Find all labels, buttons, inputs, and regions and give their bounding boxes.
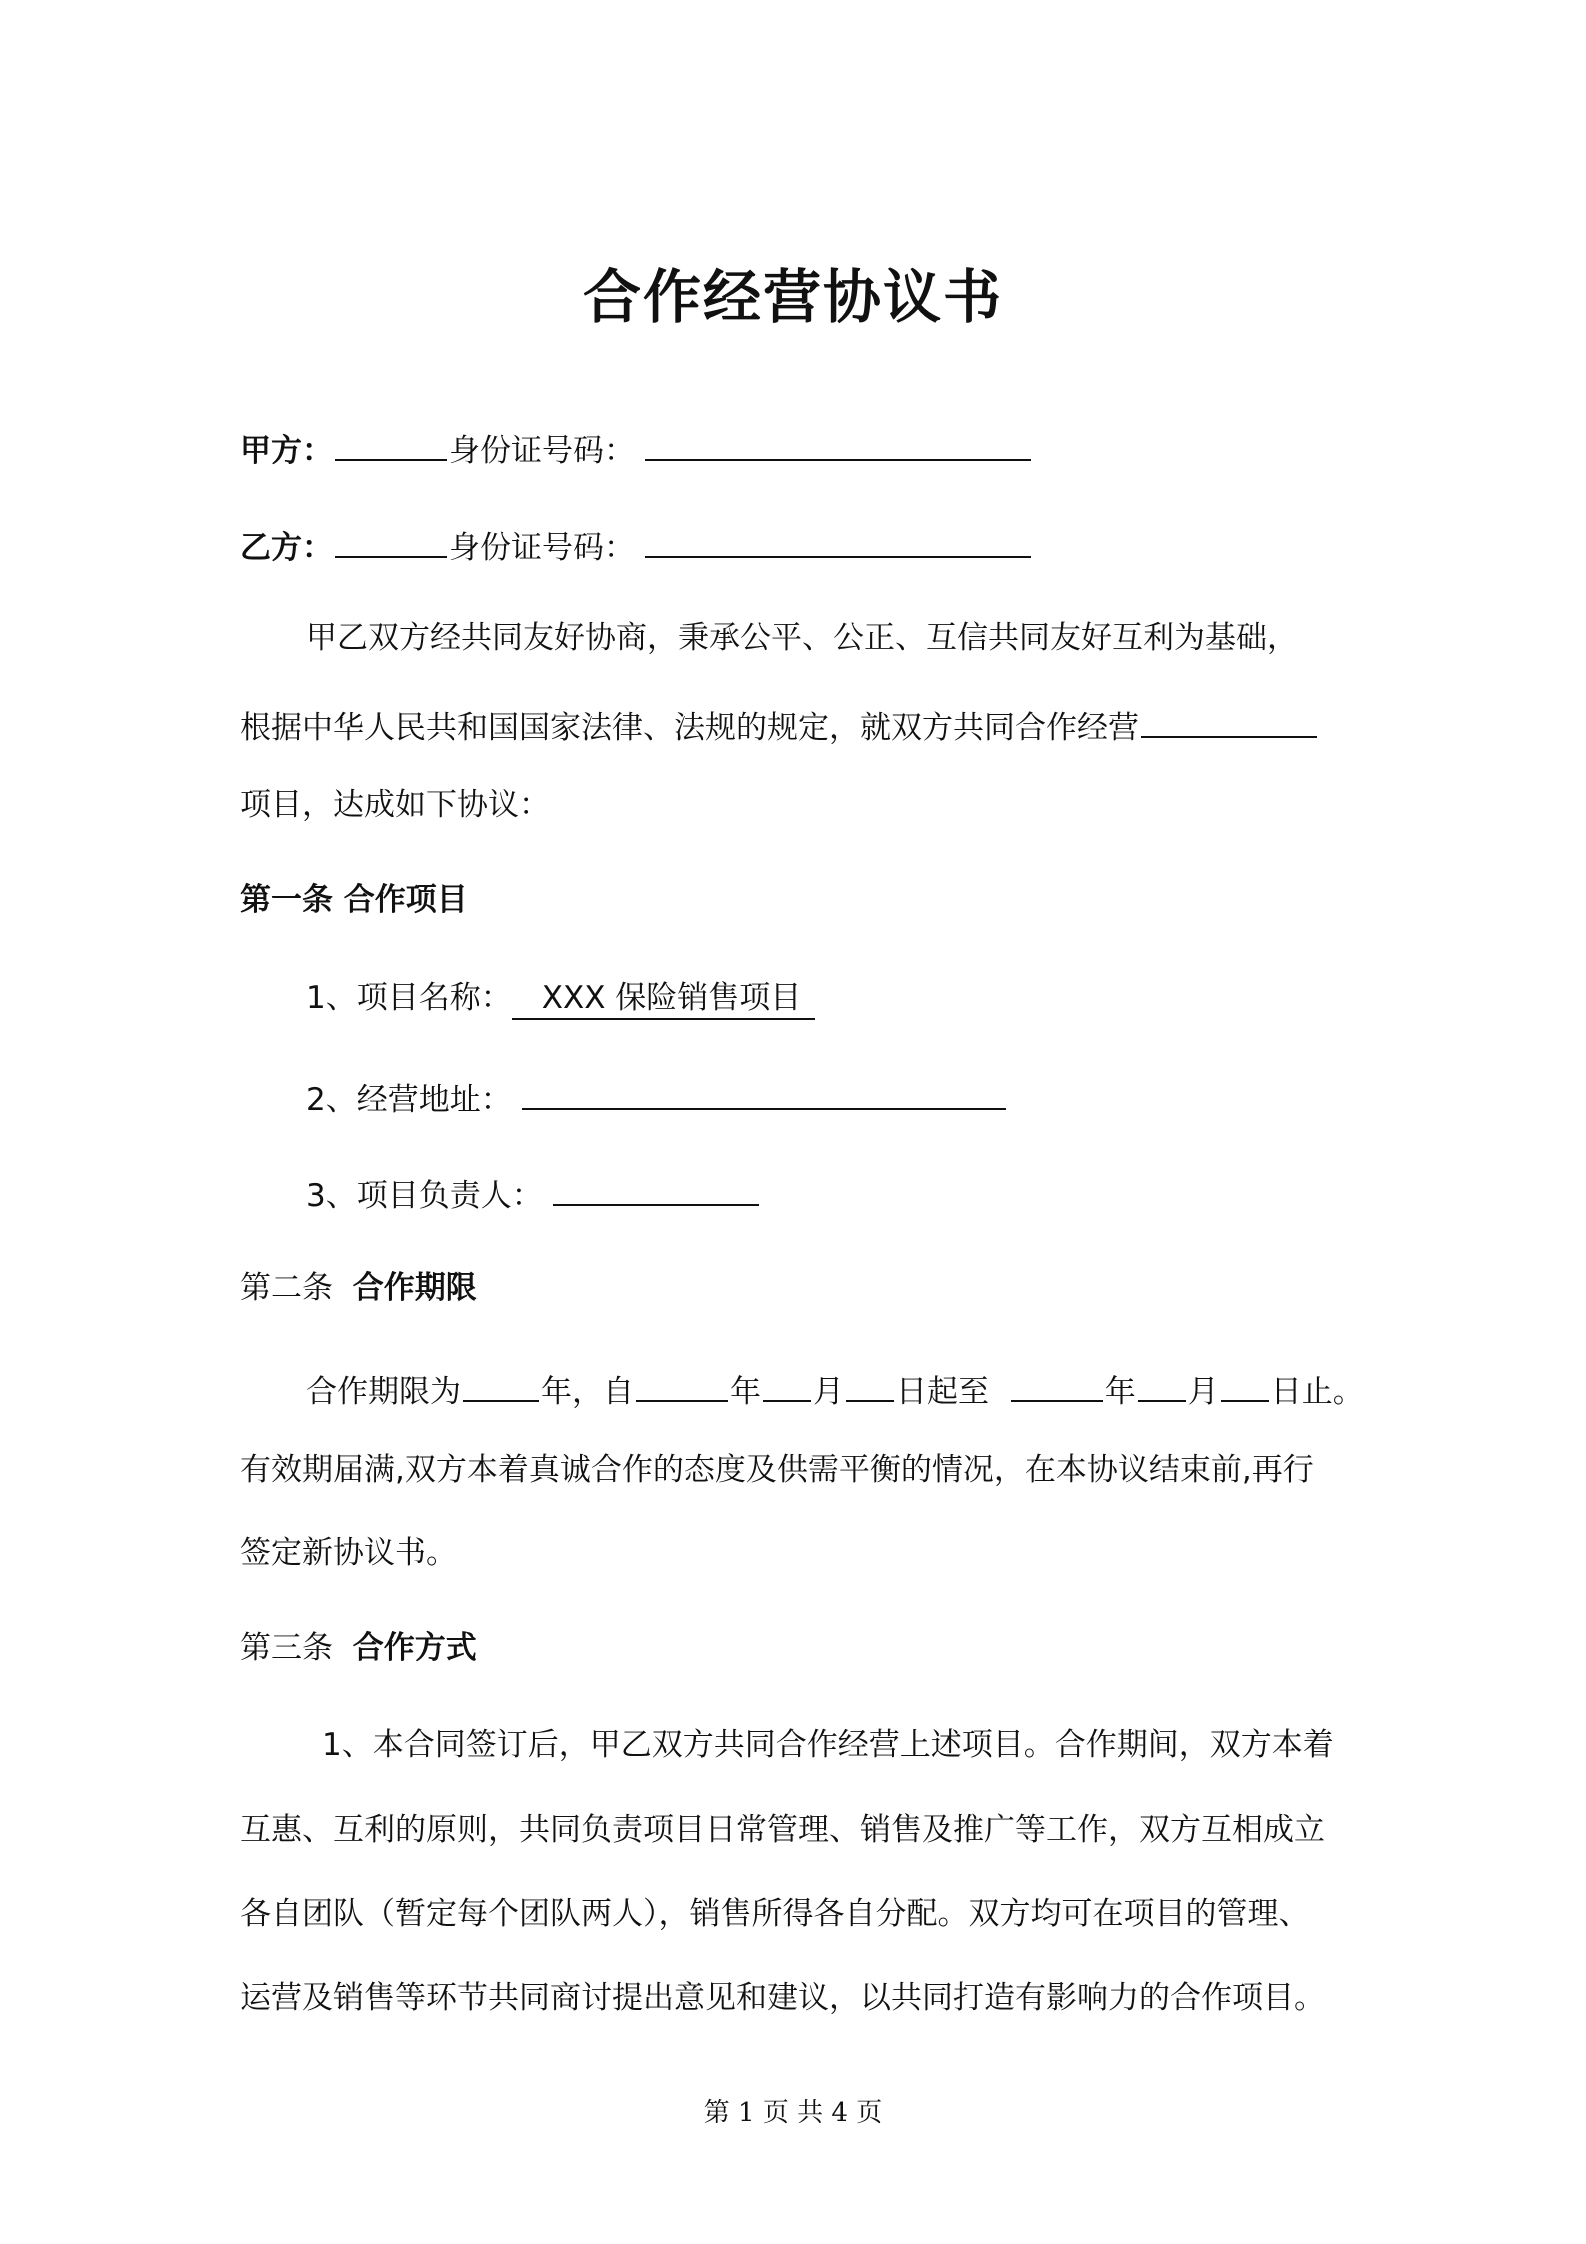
article-2-line-1 <box>240 1366 1426 1412</box>
end-month-blank <box>1138 1366 1186 1402</box>
article-2-title: 合作期限 <box>352 1270 477 1306</box>
term-text-d: 月 <box>813 1374 844 1410</box>
article-2-number: 第二条 <box>240 1270 333 1306</box>
term-text-c: 年 <box>730 1374 761 1410</box>
article-3-line-2: 互惠、互利的原则，共同负责项目日常管理、销售及推广等工作，双方互相成立 <box>240 1812 1325 1848</box>
party-b-id-blank <box>645 522 1031 558</box>
intro-line-1: 甲乙双方经共同友好协商，秉承公平、公正、互信共同友好互利为基础， <box>306 620 1298 656</box>
article-1-item-3 <box>240 1170 1426 1216</box>
intro-line-2 <box>240 702 1360 748</box>
item-1-label: 1、项目名称： <box>306 980 512 1016</box>
article-3-title: 合作方式 <box>352 1630 477 1666</box>
party-b-label: 乙方： <box>240 530 333 566</box>
article-1-item-2 <box>240 1074 1426 1120</box>
party-a-name-blank <box>335 425 447 461</box>
intro-line-2-text: 根据中华人民共和国国家法律、法规的规定，就双方共同合作经营 <box>240 710 1139 746</box>
article-2-heading <box>240 1268 1360 1308</box>
intro-line-3: 项目，达成如下协议： <box>240 787 550 823</box>
article-3-heading <box>240 1628 1360 1668</box>
party-a-id-blank <box>645 425 1031 461</box>
party-a-id-label: 身份证号码： <box>449 433 635 469</box>
term-years-blank <box>463 1366 539 1402</box>
party-a-label: 甲方： <box>240 433 333 469</box>
article-1-item-1 <box>240 978 1426 1020</box>
item-2-label: 2、经营地址： <box>306 1082 512 1118</box>
article-2-line-2: 有效期届满,双方本着真诚合作的态度及供需平衡的情况，在本协议结束前,再行 <box>240 1452 1314 1488</box>
page-number-footer: 第 1 页 共 4 页 <box>703 2098 883 2128</box>
start-year-blank <box>636 1366 728 1402</box>
article-2-line-3: 签定新协议书。 <box>240 1535 457 1571</box>
document-title: 合作经营协议书 <box>582 263 1003 331</box>
term-text-b: 年，自 <box>541 1374 634 1410</box>
party-a-row <box>240 425 1360 471</box>
address-blank <box>522 1074 1006 1110</box>
project-blank <box>1141 702 1317 738</box>
end-year-blank <box>1011 1366 1103 1402</box>
article-3-line-4: 运营及销售等环节共同商讨提出意见和建议，以共同打造有影响力的合作项目。 <box>240 1980 1325 2016</box>
start-day-blank <box>846 1366 894 1402</box>
project-name-value: XXX 保险销售项目 <box>512 978 816 1020</box>
term-text-a: 合作期限为 <box>306 1374 461 1410</box>
end-day-blank <box>1221 1366 1269 1402</box>
term-text-g: 月 <box>1187 1374 1219 1410</box>
term-text-h: 日止。 <box>1270 1374 1364 1410</box>
party-b-name-blank <box>335 522 447 558</box>
term-text-e: 日起至 <box>896 1374 989 1410</box>
party-b-row <box>240 522 1360 568</box>
article-1-heading: 第一条 合作项目 <box>240 882 468 918</box>
responsible-blank <box>553 1170 759 1206</box>
article-3-number: 第三条 <box>240 1630 333 1666</box>
party-b-id-label: 身份证号码： <box>449 530 635 566</box>
start-month-blank <box>763 1366 811 1402</box>
item-3-label: 3、项目负责人： <box>306 1178 543 1214</box>
article-3-line-1: 1、本合同签订后，甲乙双方共同合作经营上述项目。合作期间，双方本着 <box>322 1727 1334 1763</box>
term-text-f: 年 <box>1104 1374 1136 1410</box>
article-3-line-3: 各自团队（暂定每个团队两人），销售所得各自分配。双方均可在项目的管理、 <box>240 1896 1310 1932</box>
